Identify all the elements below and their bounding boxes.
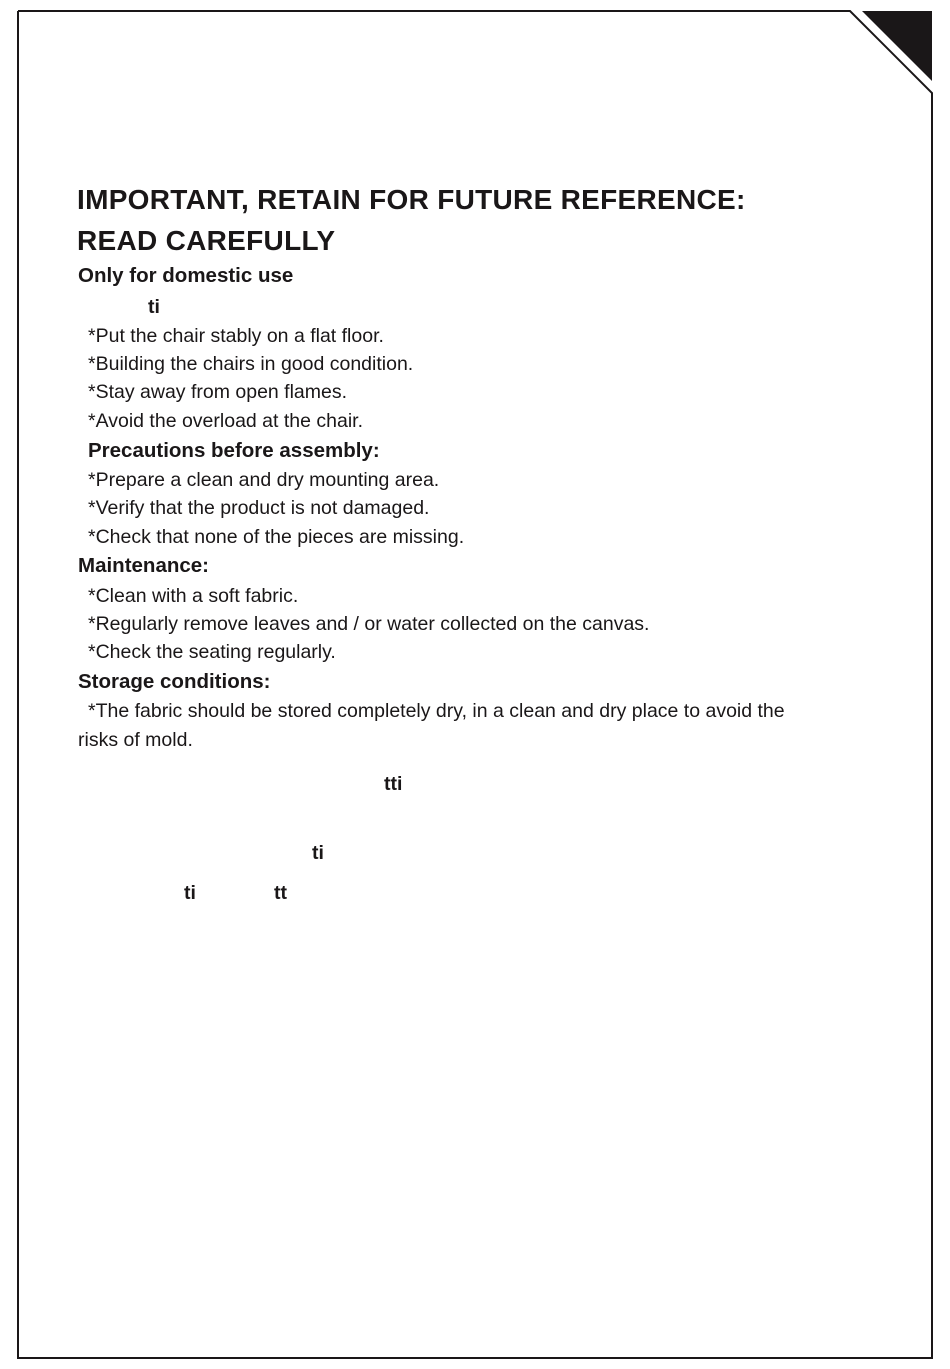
- text-fragment: ti: [184, 882, 196, 904]
- domestic-use-heading: Only for domestic use: [78, 264, 294, 287]
- usage-item: *Avoid the overload at the chair.: [88, 410, 363, 432]
- storage-heading: Storage conditions:: [78, 670, 271, 693]
- text-fragment: tt: [274, 882, 287, 904]
- precautions-heading: Precautions before assembly:: [88, 439, 380, 462]
- usage-item: *Put the chair stably on a flat floor.: [88, 325, 384, 347]
- text-fragment: tti: [384, 773, 403, 795]
- precaution-item: *Verify that the product is not damaged.: [88, 497, 430, 519]
- page-title-line-2: READ CAREFULLY: [77, 225, 336, 256]
- storage-text: *The fabric should be stored completely dry, in a clean and dry place to avoid the: [88, 700, 785, 722]
- precaution-item: *Prepare a clean and dry mounting area.: [88, 469, 440, 491]
- text-fragment: ti: [148, 296, 160, 318]
- corner-fold-mark: [862, 11, 932, 81]
- precaution-item: *Check that none of the pieces are missing.: [88, 526, 465, 548]
- page-title-line-1: IMPORTANT, RETAIN FOR FUTURE REFERENCE:: [77, 184, 746, 215]
- storage-text: risks of mold.: [78, 729, 193, 751]
- maintenance-item: *Clean with a soft fabric.: [88, 585, 299, 607]
- maintenance-heading: Maintenance:: [78, 554, 209, 577]
- maintenance-item: *Regularly remove leaves and / or water collected on the canvas.: [88, 613, 650, 635]
- maintenance-item: *Check the seating regularly.: [88, 641, 336, 663]
- usage-item: *Building the chairs in good condition.: [88, 353, 414, 375]
- usage-item: *Stay away from open flames.: [88, 381, 348, 403]
- text-fragment: ti: [312, 842, 324, 864]
